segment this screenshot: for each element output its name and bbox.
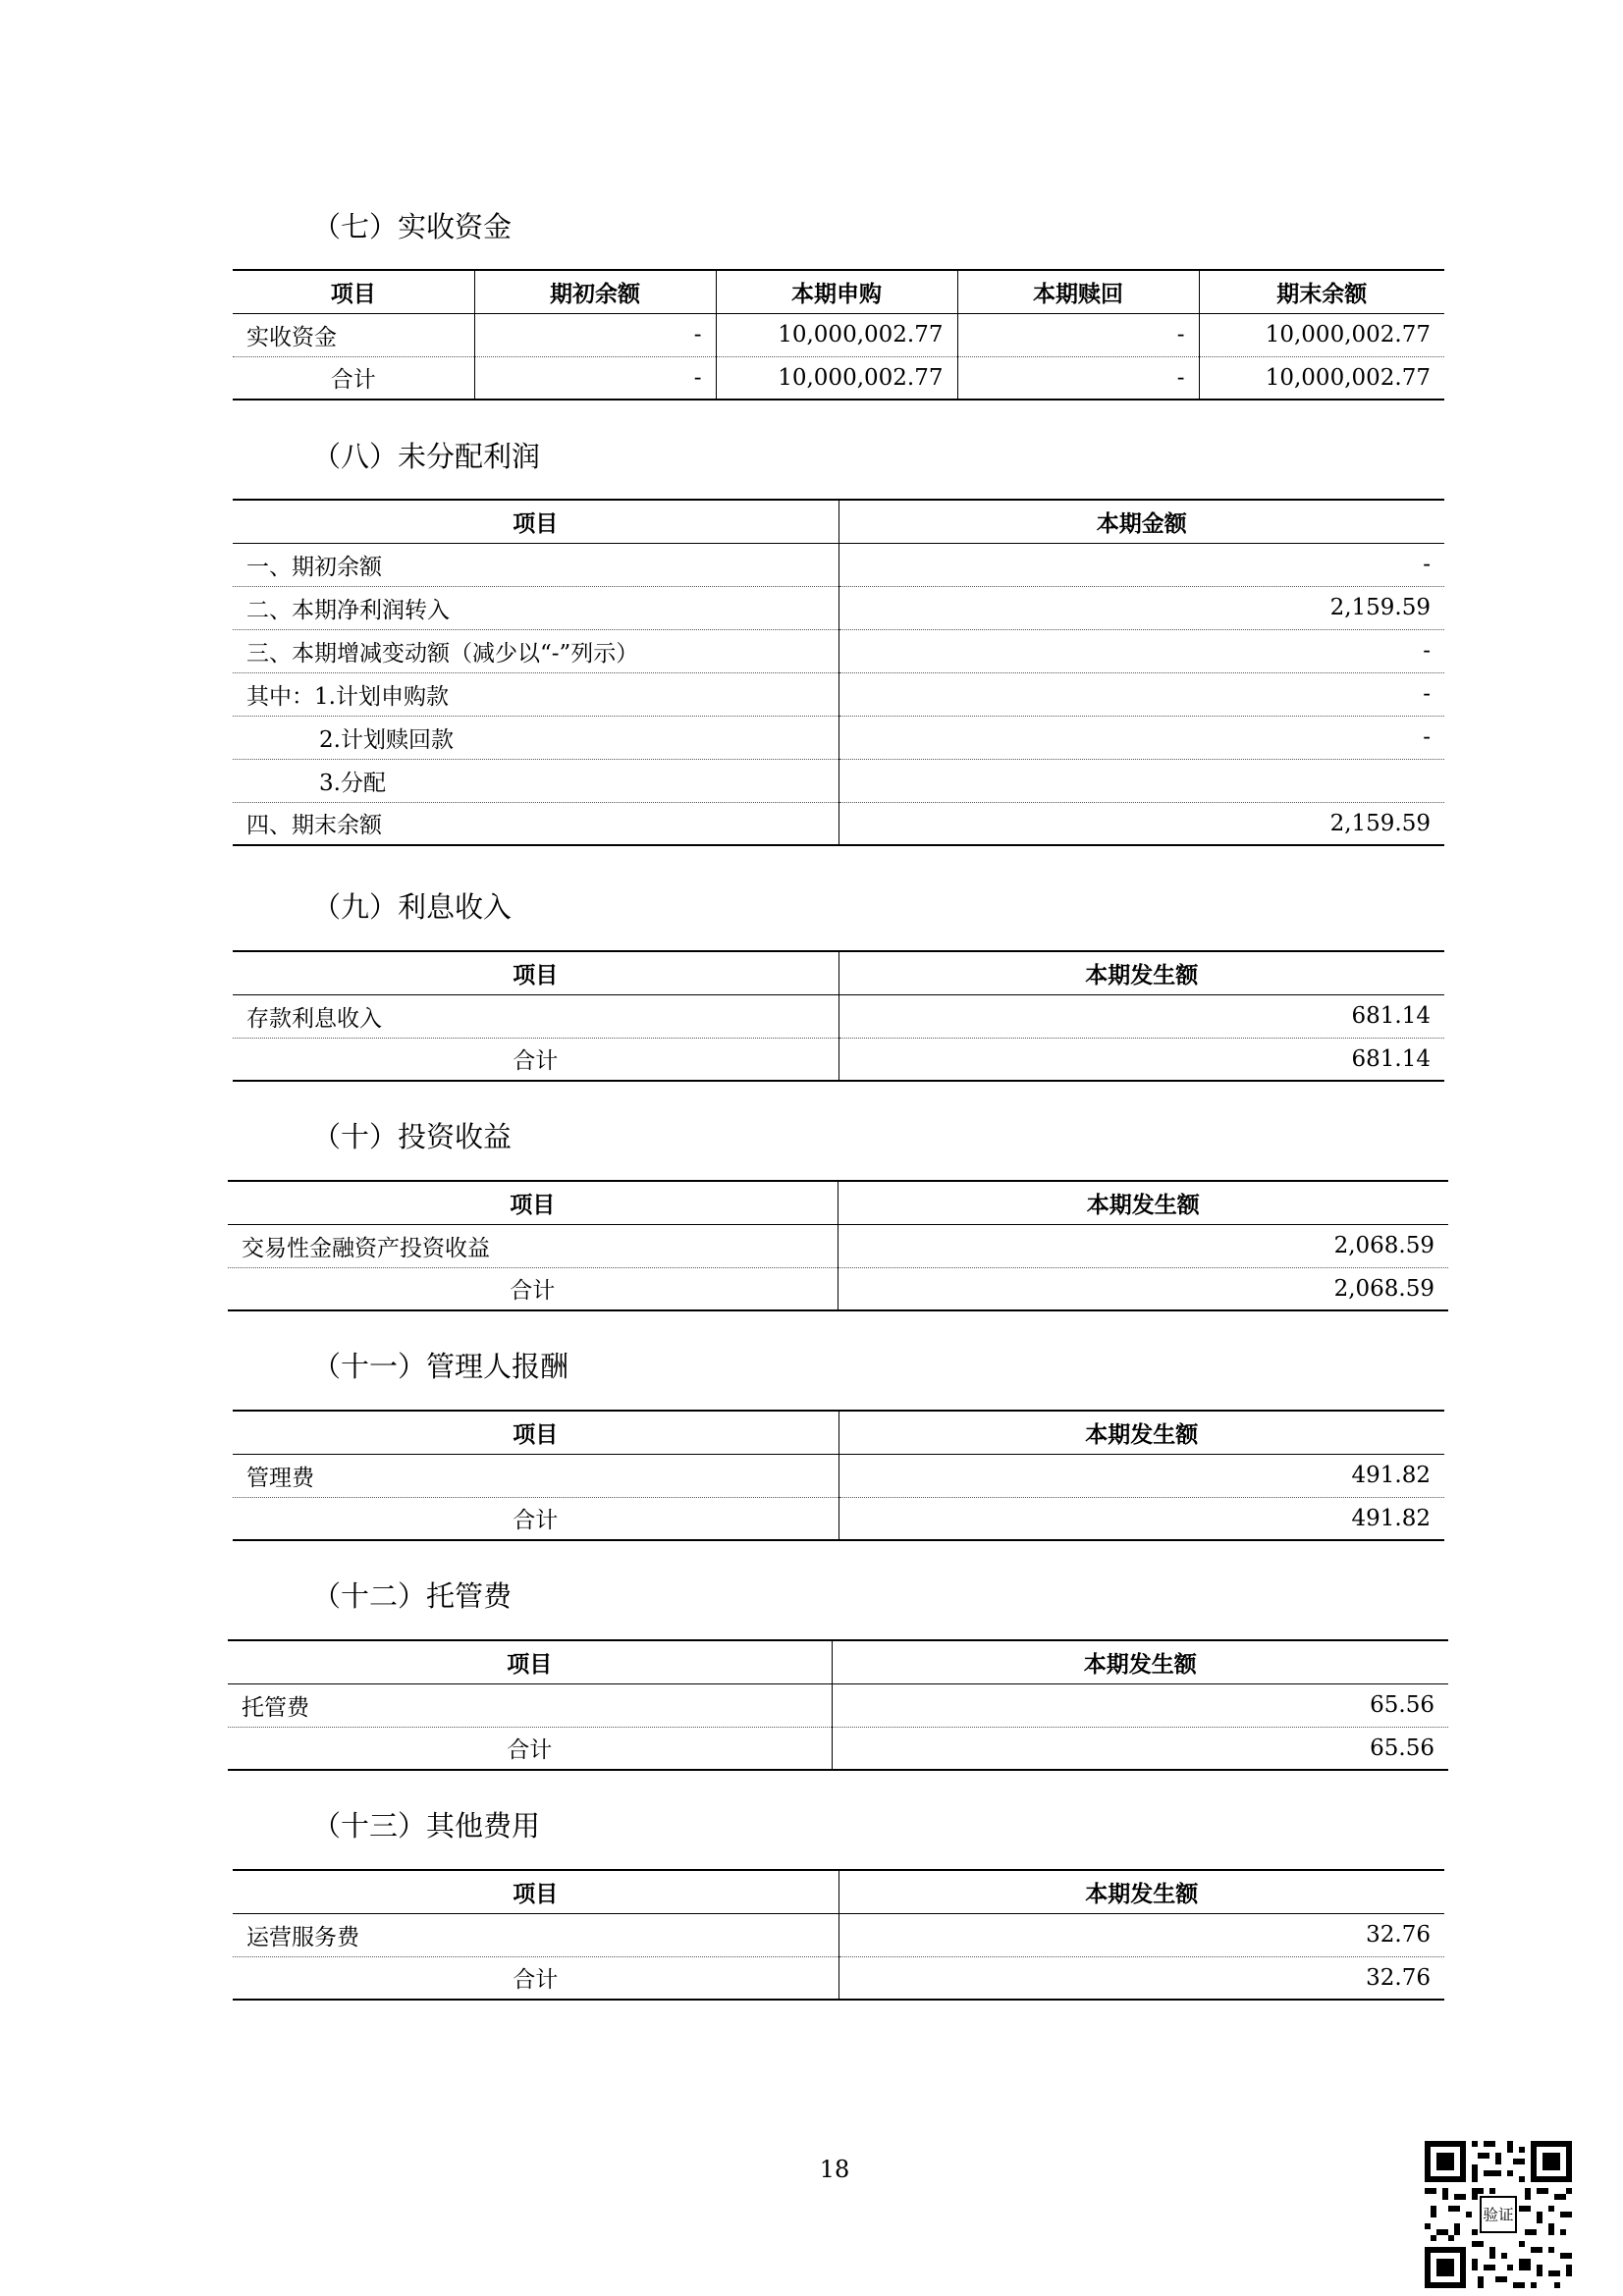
table-row (233, 802, 1444, 845)
row-label: 托管费 (228, 1683, 832, 1727)
row-label: 3.分配 (233, 759, 839, 802)
col-header: 项目 (233, 1411, 839, 1454)
table-row (233, 994, 1444, 1038)
row-label: 四、期末余额 (246, 813, 382, 839)
section-title-paid-in-capital: （七）实收资金 (312, 210, 513, 243)
cell-value: 2,068.59 (838, 1267, 1448, 1310)
table-row (233, 313, 1444, 356)
table-header-row (233, 270, 1444, 313)
row-label: 合计 (510, 1278, 556, 1305)
cell-value: - (474, 356, 716, 400)
col-header: 本期发生额 (832, 1640, 1448, 1683)
cell-value: 32.76 (839, 1956, 1444, 2000)
section-title-other-expenses: （十三）其他费用 (312, 1809, 541, 1842)
table-row (233, 1454, 1444, 1497)
col-header: 本期发生额 (838, 1181, 1448, 1224)
col-header: 本期发生额 (839, 1870, 1444, 1913)
row-label: 合计 (513, 1048, 559, 1075)
table-row-total (233, 1497, 1444, 1540)
col-header: 期初余额 (474, 270, 716, 313)
table-row (233, 586, 1444, 629)
col-header: 本期申购 (716, 270, 957, 313)
manager-fee-table (233, 1410, 1444, 1541)
interest-income-table (233, 950, 1444, 1082)
cell-value: 65.56 (832, 1727, 1448, 1770)
section-title-investment-income: （十）投资收益 (312, 1120, 513, 1153)
table-row (233, 672, 1444, 716)
row-label: 2.计划赎回款 (233, 716, 839, 759)
custody-fee-table (228, 1639, 1448, 1771)
row-label: 二、本期净利润转入 (233, 586, 839, 629)
cell-value: - (474, 313, 716, 356)
col-header: 项目 (233, 500, 839, 543)
cell-value: 32.76 (839, 1913, 1444, 1956)
cell-value: - (957, 356, 1199, 400)
col-header: 本期发生额 (839, 951, 1444, 994)
paid-in-capital-table (233, 269, 1444, 400)
col-header: 本期发生额 (839, 1411, 1444, 1454)
row-label: 运营服务费 (233, 1913, 839, 1956)
cell-value: 65.56 (832, 1683, 1448, 1727)
cell-value: 491.82 (839, 1454, 1444, 1497)
table-header-row (228, 1181, 1448, 1224)
row-label: 合计 (507, 1737, 553, 1764)
row-label: 三、本期增减变动额（减少以“-”列示） (233, 629, 839, 672)
row-label: 管理费 (233, 1454, 839, 1497)
table-row (233, 629, 1444, 672)
page-number: 18 (819, 2156, 850, 2183)
cell-value: 10,000,002.77 (716, 356, 957, 400)
cell-value: - (839, 716, 1444, 759)
cell-value: - (957, 313, 1199, 356)
cell-value: 2,159.59 (839, 586, 1444, 629)
cell-value: 491.82 (839, 1497, 1444, 1540)
cell-value: 681.14 (839, 994, 1444, 1038)
table-row-total (233, 356, 1444, 400)
table-row-total (233, 1956, 1444, 2000)
table-header-row (233, 500, 1444, 543)
cell-value: 2,159.59 (839, 802, 1444, 845)
table-row (233, 716, 1444, 759)
cell-value: - (839, 543, 1444, 586)
table-row (228, 1683, 1448, 1727)
row-label: 合计 (513, 1967, 559, 1994)
table-row (233, 543, 1444, 586)
row-label: 合计 (330, 367, 376, 394)
cell-value: - (839, 672, 1444, 716)
table-row-total (228, 1727, 1448, 1770)
row-label: 一、期初余额 (233, 543, 839, 586)
table-row-total (233, 1038, 1444, 1081)
table-header-row (233, 1870, 1444, 1913)
table-row (228, 1224, 1448, 1267)
table-header-row (233, 951, 1444, 994)
col-header: 项目 (233, 270, 474, 313)
cell-value: 2,068.59 (838, 1224, 1448, 1267)
col-header: 本期金额 (839, 500, 1444, 543)
qr-code-icon (1425, 2141, 1572, 2288)
section-title-undistributed-profit: （八）未分配利润 (312, 440, 541, 473)
table-header-row (233, 1411, 1444, 1454)
table-row (233, 1913, 1444, 1956)
row-label: 实收资金 (233, 313, 474, 356)
row-label: 存款利息收入 (233, 994, 839, 1038)
row-label: 合计 (513, 1508, 559, 1534)
cell-value: - (839, 629, 1444, 672)
investment-income-table (228, 1180, 1448, 1311)
row-label: 其中：1.计划申购款 (233, 672, 839, 716)
table-row-total (228, 1267, 1448, 1310)
col-header: 项目 (228, 1640, 832, 1683)
col-header: 项目 (233, 1870, 839, 1913)
col-header: 本期赎回 (957, 270, 1199, 313)
row-label: 交易性金融资产投资收益 (228, 1224, 838, 1267)
undistributed-profit-table (233, 499, 1444, 846)
cell-value (839, 759, 1444, 802)
cell-value: 10,000,002.77 (1199, 313, 1444, 356)
qr-label: 验证 (1483, 2206, 1514, 2224)
cell-value: 10,000,002.77 (1199, 356, 1444, 400)
table-row (233, 759, 1444, 802)
cell-value: 10,000,002.77 (716, 313, 957, 356)
section-title-manager-fee: （十一）管理人报酬 (312, 1350, 569, 1383)
section-title-custody-fee: （十二）托管费 (312, 1579, 513, 1613)
col-header: 项目 (233, 951, 839, 994)
section-title-interest-income: （九）利息收入 (312, 890, 513, 924)
col-header: 项目 (228, 1181, 838, 1224)
col-header: 期末余额 (1199, 270, 1444, 313)
other-expenses-table (233, 1869, 1444, 2001)
table-header-row (228, 1640, 1448, 1683)
cell-value: 681.14 (839, 1038, 1444, 1081)
